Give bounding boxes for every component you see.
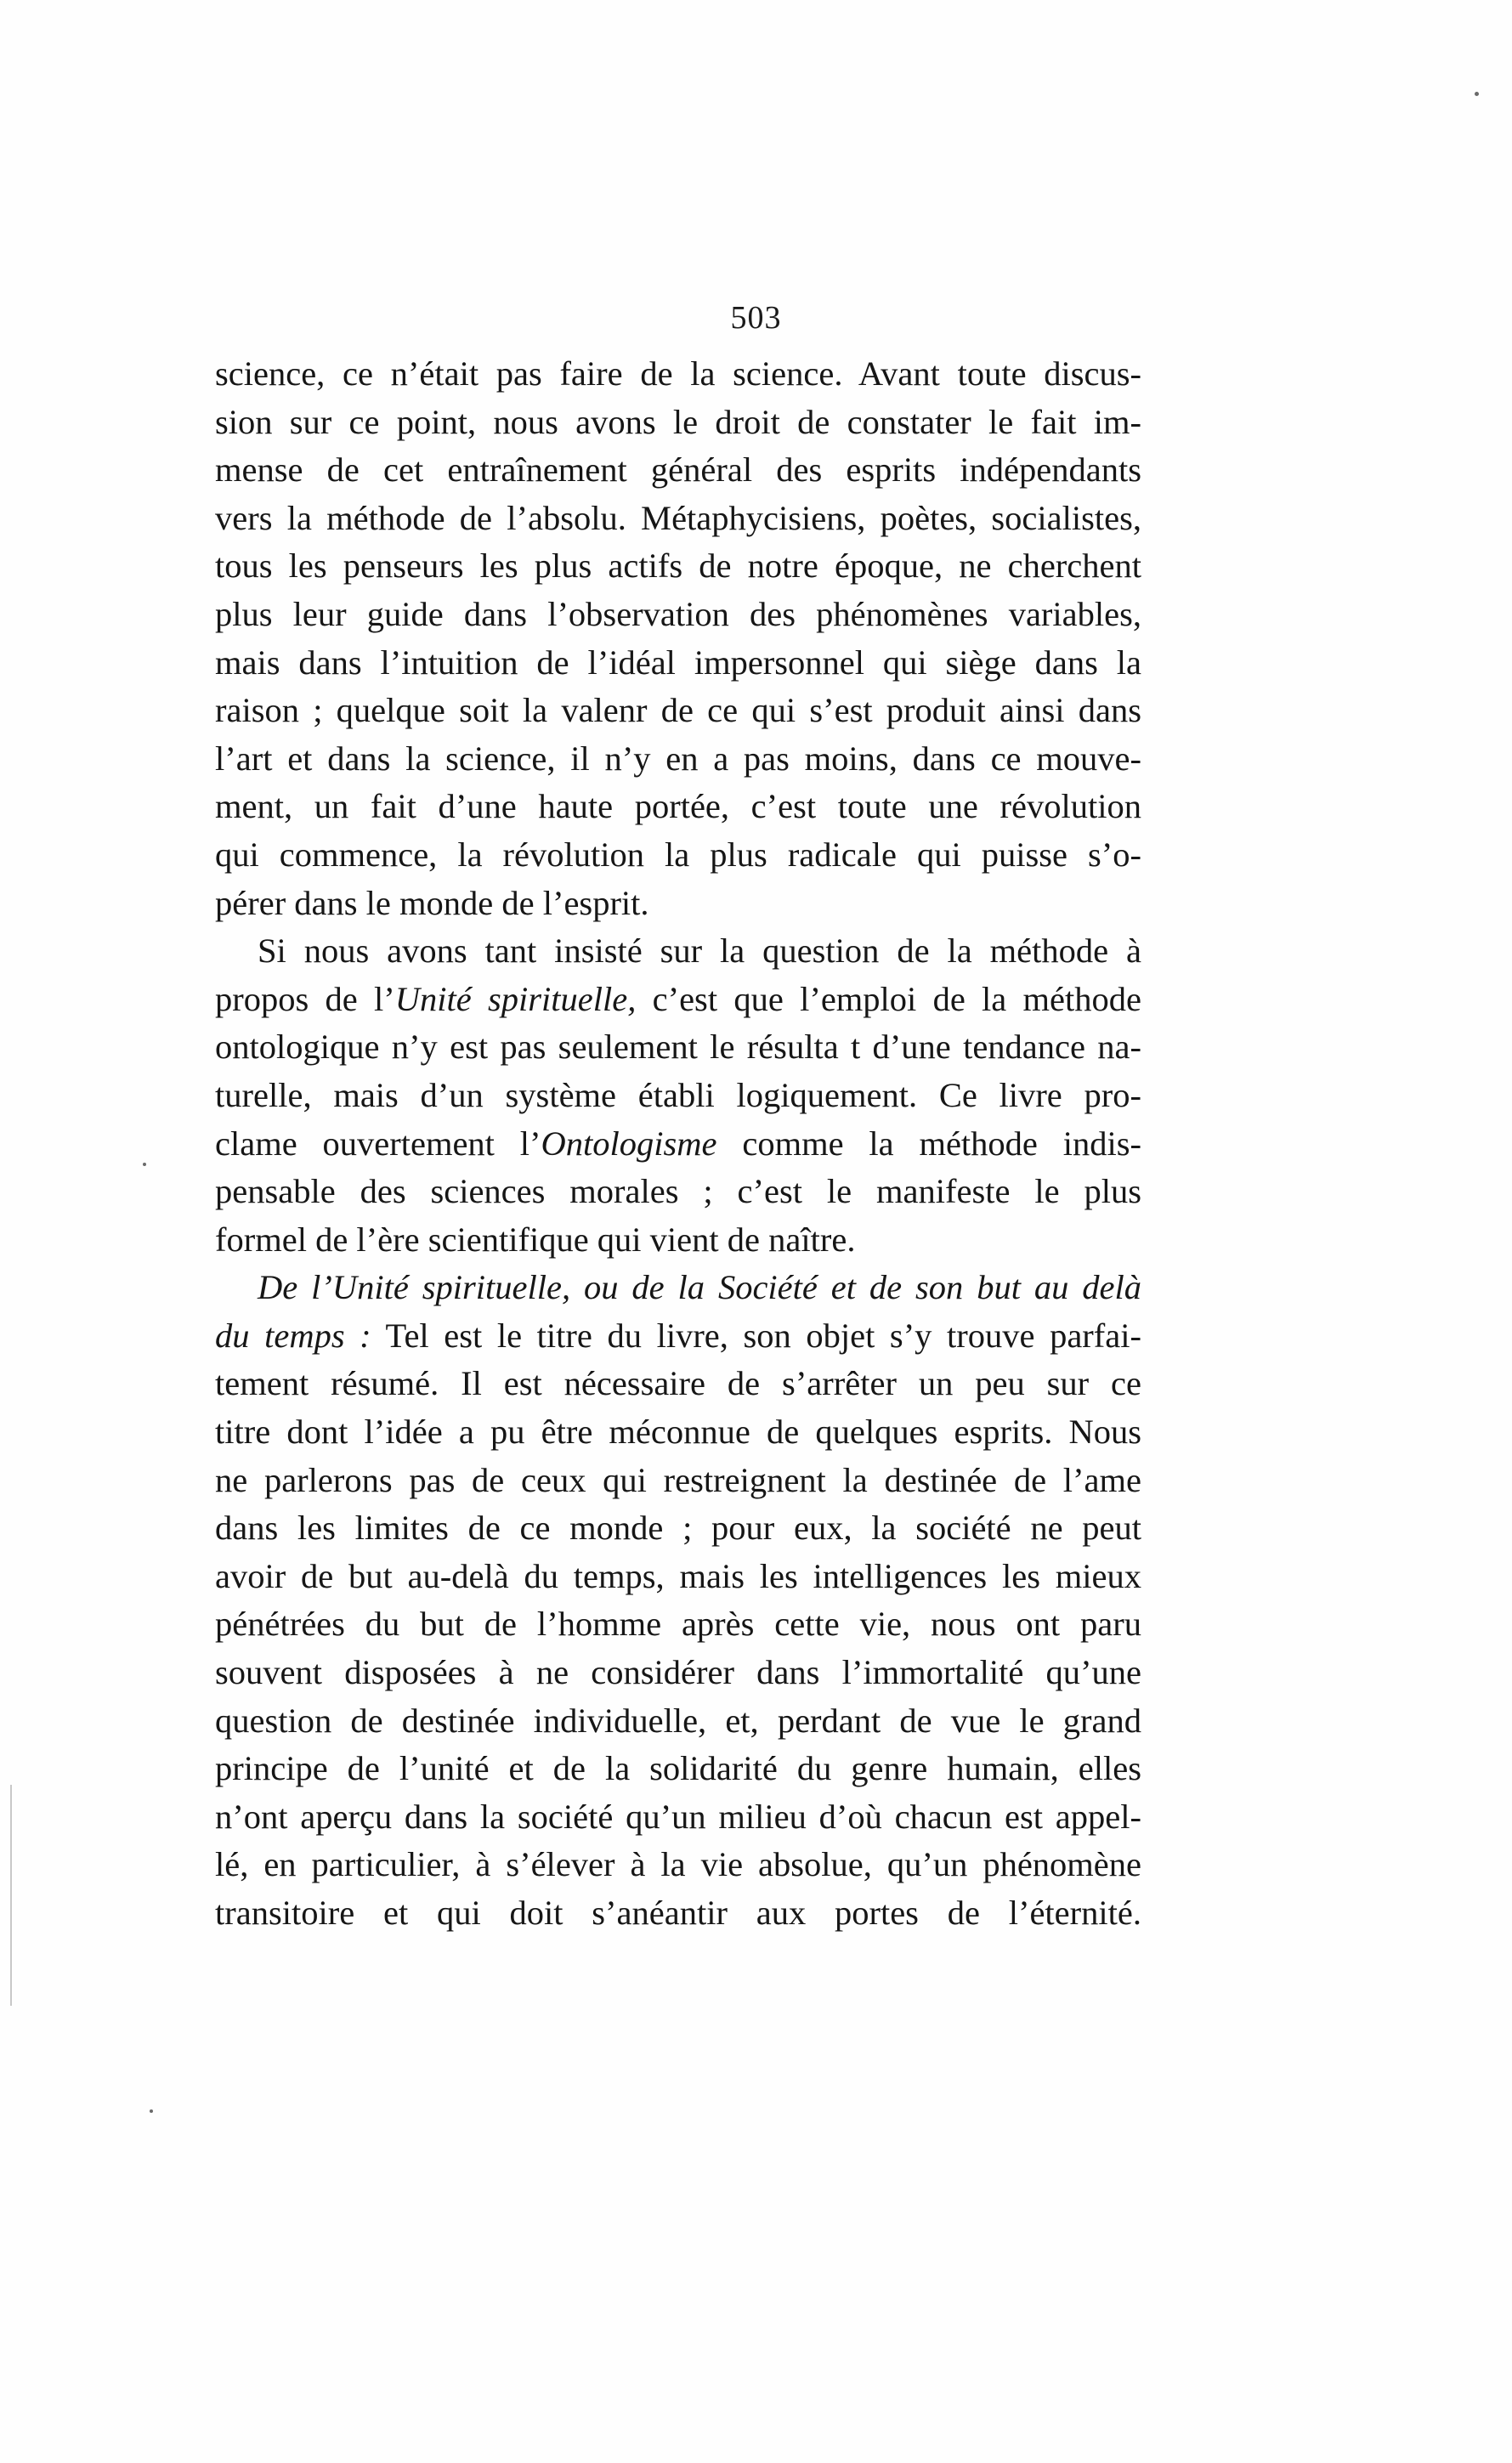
text-line: tous les penseurs les plus actifs de notre époque, ne cherchent [215,546,1141,586]
text-run: comme la méthode indis- [716,1124,1141,1163]
text-line: formel de l’ère scientifique qui vient de naître. [215,1220,856,1259]
text-line: qui commence, la révolution la plus radicale qui puisse s’o- [215,835,1141,874]
paragraph-3 [215,1264,1141,1937]
text-line: dans les limites de ce monde ; pour eux, la société ne peut [215,1509,1141,1548]
text-line: principe de l’unité et de la solidarité du genre humain, elles [215,1749,1141,1788]
book-title-italic: du temps : [215,1316,371,1355]
text-run: Tel est le titre du livre, son objet s’y trouve parfai- [371,1316,1141,1355]
text-line [215,1312,1141,1361]
text-line: mais dans l’intuition de l’idéal impersonnel qui siège dans la [215,643,1141,682]
text-line: l’art et dans la science, il n’y en a pas moins, dans ce mouve- [215,739,1141,778]
text-line: titre dont l’idée a pu être méconnue de quelques esprits. Nous [215,1413,1141,1452]
text-line: raison ; quelque soit la valenr de ce qui s’est produit ainsi dans [215,691,1141,730]
text-line: turelle, mais d’un système établi logiquement. Ce livre pro- [215,1075,1141,1114]
text-line: avoir de but au-delà du temps, mais les intelligences les mieux [215,1556,1141,1595]
scan-speck [1475,92,1479,96]
text-line: souvent disposées à ne considérer dans l’immortalité qu’une [215,1653,1141,1692]
book-title-italic: De l’Unité spirituelle, ou de la Société et de son but au delà [258,1268,1141,1307]
text-line: plus leur guide dans l’observation des phénomènes variables, [215,594,1141,633]
paragraph-1 [215,350,1141,927]
text-line: science, ce n’était pas faire de la science. Avant toute discus- [215,354,1141,393]
book-title-italic: Unité spirituelle, [394,979,637,1018]
body-text [215,350,1141,1938]
text-run: clame ouvertement l’ [215,1124,541,1163]
text-line: tement résumé. Il est nécessaire de s’arrêter un peu sur ce [215,1364,1141,1403]
text-line: lé, en particulier, à s’élever à la vie absolue, qu’un phénomène [215,1845,1141,1884]
text-line [215,1264,1141,1312]
paragraph-2 [215,927,1141,1264]
scan-speck [150,2109,153,2113]
text-line [215,1120,1141,1169]
text-line: pensable des sciences morales ; c’est le manifeste le plus [215,1172,1141,1211]
text-line: pérer dans le monde de l’esprit. [215,883,649,922]
text-line: n’ont aperçu dans la société qu’un milieu d’où chacun est appel- [215,1797,1141,1836]
text-line: sion sur ce point, nous avons le droit de constater le fait im- [215,402,1141,441]
text-line: mense de cet entraînement général des esprits indépendants [215,450,1141,490]
text-line: Si nous avons tant insisté sur la question de la méthode à [258,931,1141,971]
text-run: propos de l’ [215,979,395,1018]
text-line: question de destinée individuelle, et, perdant de vue le grand [215,1701,1141,1740]
text-line: pénétrées du but de l’homme après cette vie, nous ont paru [215,1605,1141,1644]
text-line: ne parlerons pas de ceux qui restreignent la destinée de l’ame [215,1460,1141,1499]
text-line: ment, un fait d’une haute portée, c’est toute une révolution [215,787,1141,826]
text-line [215,976,1141,1024]
scan-speck [143,1163,146,1166]
text-line: vers la méthode de l’absolu. Métaphycisiens, poètes, socialistes, [215,498,1141,537]
scan-edge-mark [10,1785,12,2006]
text-line: transitoire et qui doit s’anéantir aux portes de l’éternité. [215,1894,1141,1932]
text-line: ontologique n’y est pas seulement le résulta t d’une tendance na- [215,1028,1141,1067]
page-number: 503 [730,300,782,336]
term-italic: Ontologisme [541,1124,717,1163]
text-run: c’est que l’emploi de la méthode [636,979,1142,1018]
